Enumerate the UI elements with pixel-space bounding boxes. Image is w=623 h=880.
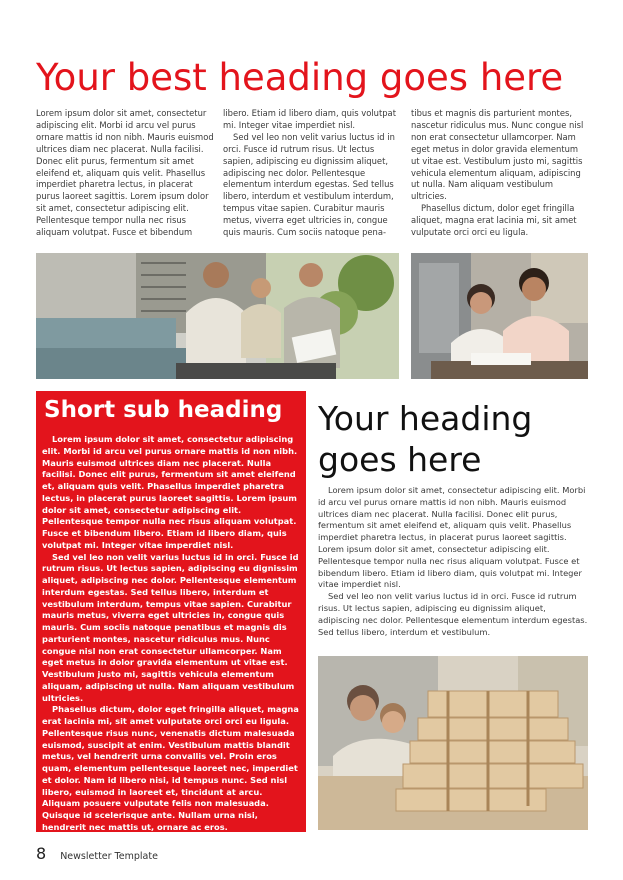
couple-photo: [411, 253, 588, 379]
footer-title: Newsletter Template: [60, 851, 158, 862]
main-heading: Your best heading goes here: [36, 56, 564, 99]
intro-paragraph: Lorem ipsum dolor sit amet, consectetur adipiscing elit. Morbi id arcu vel purus ornare mattis id non nibh. Mauris euismod ultrices diam nec placerat. Nulla facilisi. Donec elit purus, fermentum sit amet eleifend et, aliquam quis velit. Phasellus imperdiet pharetra lectus, in placerat purus laoreet sagittis. Lorem ipsum dolor sit amet, consectetur adipiscing elit. Pellentesque tempor nulla nec risus aliquam volutpat. Fusce et bibendum: [36, 108, 214, 238]
article-paragraph: Lorem ipsum dolor sit amet, consectetur adipiscing elit. Morbi id arcu vel purus ornare mattis id non nibh. Mauris euismod ultrices diam nec placerat. Nulla facilisi. Donec elit purus, fermentum sit amet eleifend et, aliquam quis velit. Phasellus imperdiet pharetra lectus, in placerat purus laoreet sagittis. Lorem ipsum dolor sit amet, consectetur adipiscing elit. Pellentesque tempor nulla nec risus aliquam volutpat. Fusce et bibendum libero. Etiam id libero diam, quis volutpat mi. Integer vitae imperdiet nisl.: [318, 485, 586, 590]
sidebar-paragraph: Sed vel leo non velit varius luctus id in orci. Fusce id rutrum risus. Ut lectus sapien, adipiscing eu dignissim aliquet, adipiscing nec dolor. Pellentesque elementum interdum egestas. Sed tellus libero, interdum et vestibulum interdum, tempus vitae sapien. Curabitur mauris metus, viverra eget ultricies in, congue quis mauris. Cum sociis natoque penatibus et magnis dis parturient montes, nascetur ridiculus mus. Nunc congue nisl non erat consectetur ullamcorper. Nam eget metus in dolor gravida elementum ut vitae est. Vestibulum justo mi, sagittis vehicula elementum aliquam, adipiscing ut nulla. Nam aliquam vestibulum ultricies.: [42, 551, 299, 703]
article-text: [318, 485, 588, 638]
meeting-photo: [36, 253, 399, 379]
intro-column-1: [36, 108, 214, 239]
page-number: 8: [36, 844, 47, 863]
intro-paragraph: libero. Etiam id libero diam, quis volutpat mi. Integer vitae imperdiet nisl.: [223, 108, 396, 130]
intro-paragraph: Phasellus dictum, dolor eget fringilla aliquet, magna erat lacinia mi, sit amet vulputate orci orci eu ligula.: [411, 203, 577, 238]
sidebar-text: [42, 434, 299, 834]
sidebar-paragraph: Lorem ipsum dolor sit amet, consectetur adipiscing elit. Morbi id arcu vel purus ornare mattis id non nibh. Mauris euismod ultrices diam nec placerat. Nulla facilisi. Donec elit purus, fermentum sit amet eleifend et, aliquam quis velit. Phasellus imperdiet pharetra lectus, in placerat purus laoreet sagittis. Lorem ipsum dolor sit amet, consectetur adipiscing elit. Pellentesque tempor nulla nec risus aliquam volutpat. Fusce et bibendum libero. Etiam id libero diam, quis volutpat mi. Integer vitae imperdiet nisl.: [42, 434, 298, 550]
page-footer: [36, 844, 158, 864]
article-paragraph: Sed vel leo non velit varius luctus id in orci. Fusce id rutrum risus. Ut lectus sapien, adipiscing eu dignissim aliquet, adipiscing nec dolor. Pellentesque elementum interdum egestas. Sed tellus libero, interdum et vestibulum.: [318, 591, 588, 637]
sub-heading: Short sub heading: [44, 397, 283, 423]
intro-paragraph: Sed vel leo non velit varius luctus id in orci. Fusce id rutrum risus. Ut lectus sapien, adipiscing eu dignissim aliquet, adipiscing nec dolor. Pellentesque elementum interdum egestas. Sed tellus libero, interdum et vestibulum interdum, tempus vitae sapien. Curabitur mauris metus, viverra eget ultricies in, congue quis mauris. Cum sociis natoque pena-: [223, 131, 395, 238]
architecture-model-photo: [318, 656, 588, 830]
sidebar-paragraph: Phasellus dictum, dolor eget fringilla aliquet, magna erat lacinia mi, sit amet vulputate orci orci eu ligula. Pellentesque risus nunc, venenatis dictum malesuada euismod, suscipit at enim. Vestibulum mattis blandit metus, vel hendrerit urna convallis vel. Proin eros quam, elementum pellentesque laoreet nec, imperdiet et dolor. Nam id libero nisi, id tempus nunc. Sed nisl libero, euismod in laoreet et, tincidunt at arcu. Aliquam posuere vulputate felis non malesuada. Quisque id scelerisque ante. Nullam urna nisi, hendrerit nec mattis ut, ornare ac eros.: [42, 704, 299, 832]
intro-paragraph: tibus et magnis dis parturient montes, nascetur ridiculus mus. Nunc congue nisl non erat consectetur ullamcorper. Nam eget metus in dolor gravida elementum ut vitae est. Vestibulum justo mi, sagittis vehicula elementum aliquam, adipiscing ut nulla. Nam aliquam vestibulum ultricies.: [411, 108, 584, 202]
article-heading: Your heading goes here: [318, 399, 533, 479]
sidebar-box: [36, 391, 306, 832]
intro-column-2: [223, 108, 401, 239]
intro-column-3: [411, 108, 589, 239]
